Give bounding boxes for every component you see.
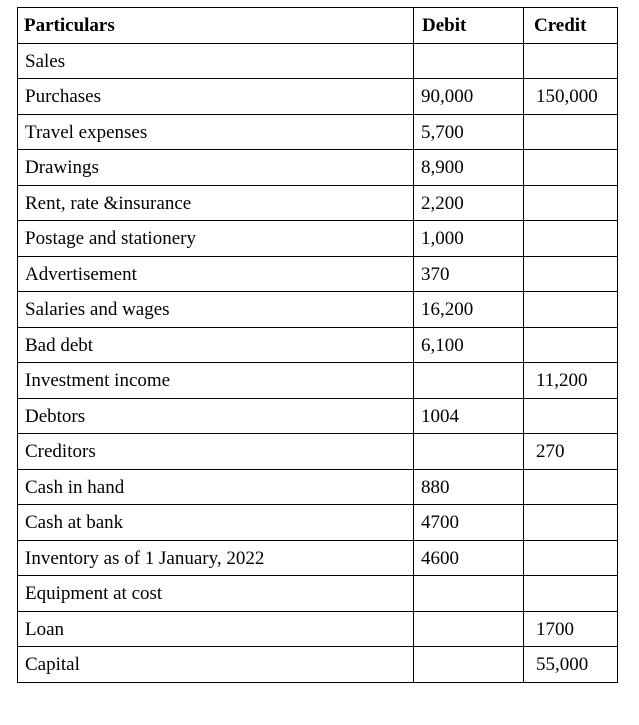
cell-debit xyxy=(414,43,524,79)
cell-credit xyxy=(524,327,618,363)
table-row xyxy=(18,43,618,79)
cell-particulars: Loan xyxy=(18,611,414,647)
cell-debit: 16,200 xyxy=(414,292,524,328)
cell-particulars: Drawings xyxy=(18,150,414,186)
table-row xyxy=(18,114,618,150)
table-row xyxy=(18,505,618,541)
cell-debit: 5,700 xyxy=(414,114,524,150)
cell-credit xyxy=(524,540,618,576)
cell-debit xyxy=(414,363,524,399)
table-row xyxy=(18,185,618,221)
cell-debit: 6,100 xyxy=(414,327,524,363)
cell-debit xyxy=(414,434,524,470)
cell-credit xyxy=(524,398,618,434)
cell-debit: 90,000 xyxy=(414,79,524,115)
cell-debit xyxy=(414,647,524,683)
table-row xyxy=(18,540,618,576)
cell-debit: 4600 xyxy=(414,540,524,576)
header-debit: Debit xyxy=(414,8,524,44)
cell-particulars: Capital xyxy=(18,647,414,683)
table-row xyxy=(18,398,618,434)
table-row xyxy=(18,469,618,505)
header-particulars: Particulars xyxy=(18,8,414,44)
cell-credit: 150,000 xyxy=(524,79,618,115)
cell-credit xyxy=(524,43,618,79)
cell-credit xyxy=(524,292,618,328)
table-row xyxy=(18,79,618,115)
cell-particulars: Bad debt xyxy=(18,327,414,363)
cell-debit: 4700 xyxy=(414,505,524,541)
table-row xyxy=(18,576,618,612)
table-row xyxy=(18,611,618,647)
table-row xyxy=(18,434,618,470)
cell-credit xyxy=(524,256,618,292)
cell-debit: 1004 xyxy=(414,398,524,434)
table-row xyxy=(18,256,618,292)
cell-debit xyxy=(414,611,524,647)
table-row xyxy=(18,327,618,363)
table-row xyxy=(18,647,618,683)
cell-particulars: Creditors xyxy=(18,434,414,470)
cell-particulars: Advertisement xyxy=(18,256,414,292)
cell-particulars: Investment income xyxy=(18,363,414,399)
table-row xyxy=(18,292,618,328)
cell-particulars: Sales xyxy=(18,43,414,79)
cell-credit: 55,000 xyxy=(524,647,618,683)
cell-particulars: Cash at bank xyxy=(18,505,414,541)
cell-particulars: Postage and stationery xyxy=(18,221,414,257)
cell-particulars: Debtors xyxy=(18,398,414,434)
table-body xyxy=(18,43,618,682)
cell-particulars: Equipment at cost xyxy=(18,576,414,612)
cell-debit: 8,900 xyxy=(414,150,524,186)
cell-debit xyxy=(414,576,524,612)
table-row xyxy=(18,150,618,186)
cell-credit xyxy=(524,505,618,541)
cell-particulars: Cash in hand xyxy=(18,469,414,505)
cell-particulars: Travel expenses xyxy=(18,114,414,150)
header-row xyxy=(18,8,618,44)
cell-debit: 2,200 xyxy=(414,185,524,221)
cell-particulars: Salaries and wages xyxy=(18,292,414,328)
cell-credit xyxy=(524,185,618,221)
cell-particulars: Rent, rate &insurance xyxy=(18,185,414,221)
cell-credit xyxy=(524,221,618,257)
cell-credit xyxy=(524,469,618,505)
cell-debit: 370 xyxy=(414,256,524,292)
cell-credit xyxy=(524,150,618,186)
cell-credit: 1700 xyxy=(524,611,618,647)
cell-credit: 11,200 xyxy=(524,363,618,399)
cell-particulars: Purchases xyxy=(18,79,414,115)
cell-particulars: Inventory as of 1 January, 2022 xyxy=(18,540,414,576)
cell-credit xyxy=(524,114,618,150)
cell-credit xyxy=(524,576,618,612)
table-row xyxy=(18,221,618,257)
trial-balance-table xyxy=(17,7,618,683)
cell-credit: 270 xyxy=(524,434,618,470)
cell-debit: 880 xyxy=(414,469,524,505)
table-row xyxy=(18,363,618,399)
header-credit: Credit xyxy=(524,8,618,44)
cell-debit: 1,000 xyxy=(414,221,524,257)
